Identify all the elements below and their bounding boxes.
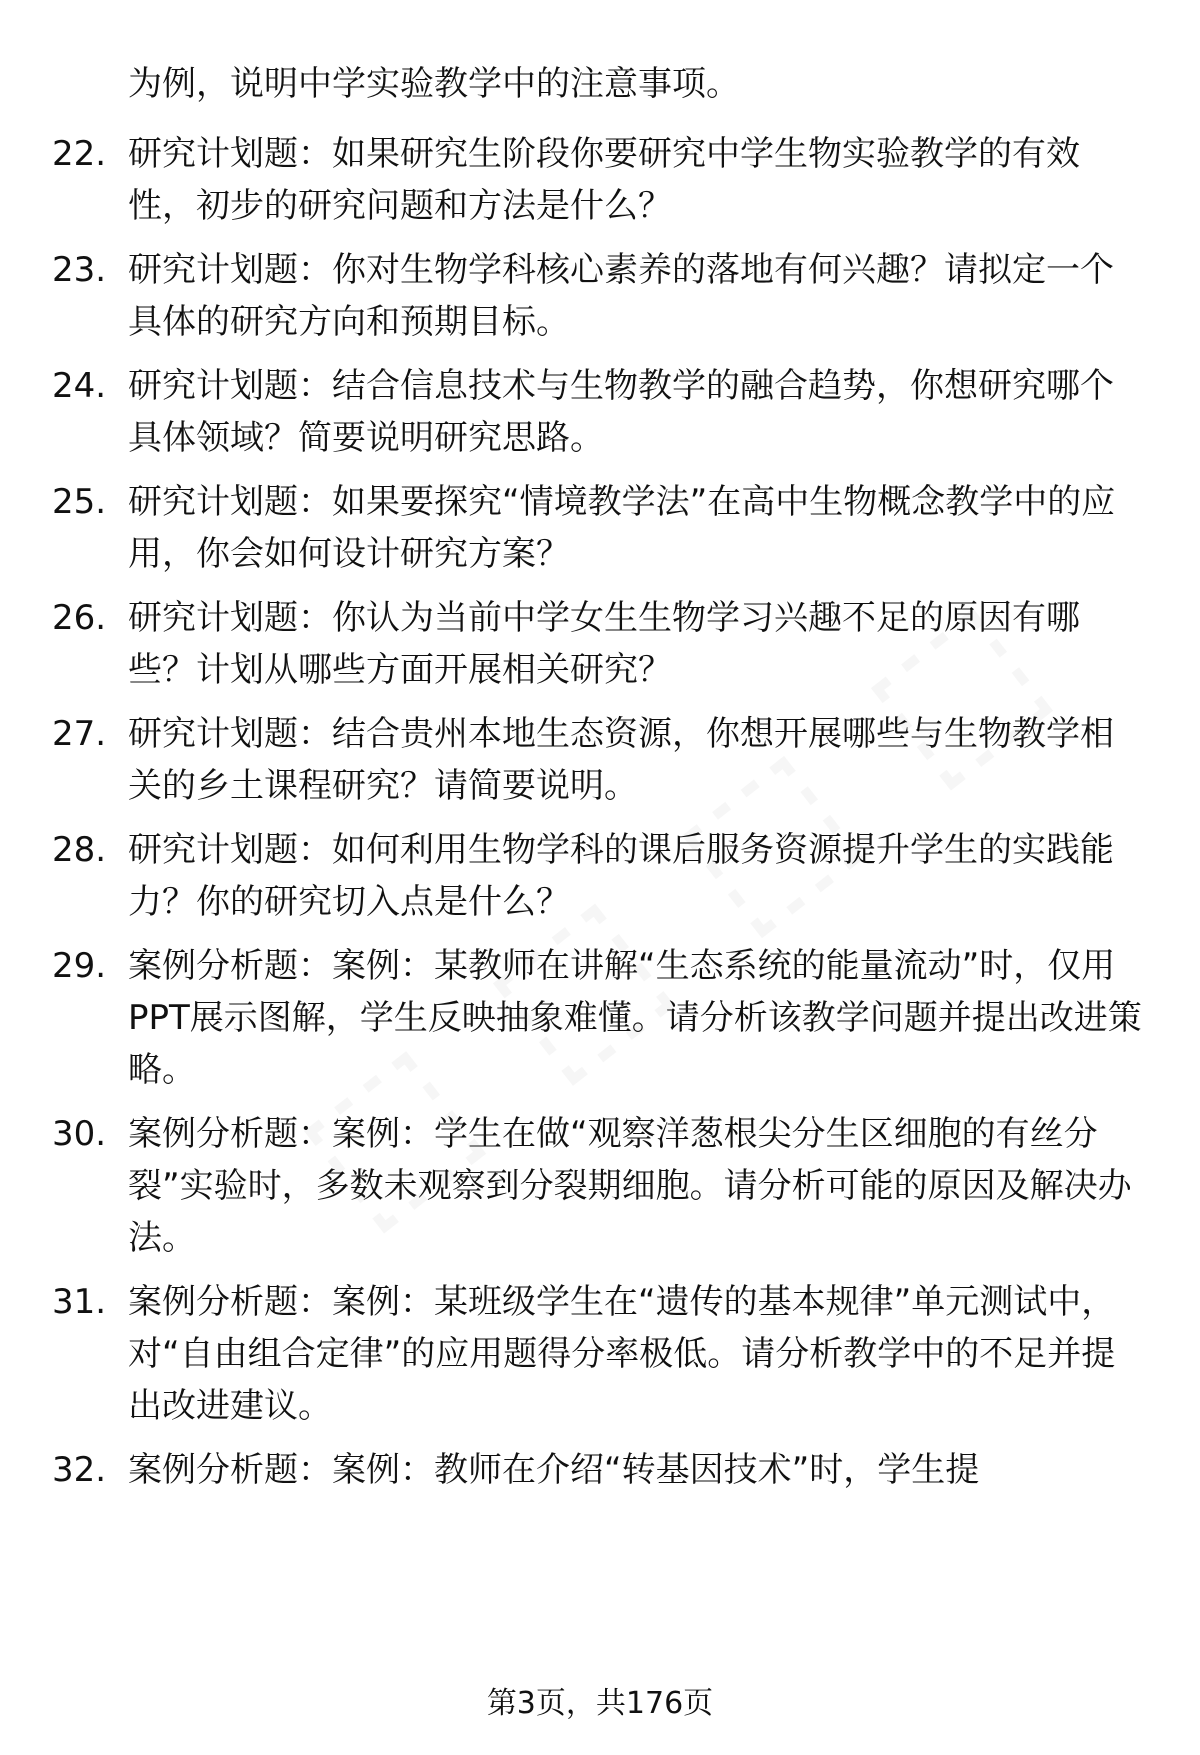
question-number: 30. xyxy=(52,1114,107,1154)
question-text: 研究计划题：如果要探究“情境教学法”在高中生物概念教学中的应用，你会如何设计研究方案？ xyxy=(128,482,1116,574)
question-text: 案例分析题：案例：教师在介绍“转基因技术”时，学生提 xyxy=(128,1450,980,1490)
question-text: 研究计划题：如果研究生阶段你要研究中学生物实验教学的有效性，初步的研究问题和方法是什么？ xyxy=(128,134,1080,226)
question-text: 研究计划题：你认为当前中学女生生物学习兴趣不足的原因有哪些？计划从哪些方面开展相关研究？ xyxy=(128,598,1080,690)
question-text: 研究计划题：如何利用生物学科的课后服务资源提升学生的实践能力？你的研究切入点是什么？ xyxy=(128,830,1114,922)
question-item-31 xyxy=(52,1276,1142,1432)
question-text: 案例分析题：案例：某教师在讲解“生态系统的能量流动”时，仅用PPT展示图解，学生反映抽象难懂。请分析该教学问题并提出改进策略。 xyxy=(128,946,1142,1090)
question-number: 22. xyxy=(52,134,107,174)
question-item-27 xyxy=(52,708,1142,812)
question-text: 案例分析题：案例：某班级学生在“遗传的基本规律”单元测试中，对“自由组合定律”的应用题得分率极低。请分析教学中的不足并提出改进建议。 xyxy=(128,1282,1116,1426)
continuation-text: 为例，说明中学实验教学中的注意事项。 xyxy=(128,64,740,104)
question-item-25 xyxy=(52,476,1142,580)
question-number: 26. xyxy=(52,598,107,638)
question-number: 31. xyxy=(52,1282,107,1322)
question-text: 研究计划题：结合贵州本地生态资源，你想开展哪些与生物教学相关的乡土课程研究？请简要说明。 xyxy=(128,714,1114,806)
question-item-29 xyxy=(52,940,1142,1096)
question-number: 29. xyxy=(52,946,107,986)
question-text: 研究计划题：结合信息技术与生物教学的融合趋势，你想研究哪个具体领域？简要说明研究思路。 xyxy=(128,366,1114,458)
question-text: 研究计划题：你对生物学科核心素养的落地有何兴趣？请拟定一个具体的研究方向和预期目标。 xyxy=(128,250,1114,342)
question-item-22 xyxy=(52,128,1142,232)
question-item-23 xyxy=(52,244,1142,348)
question-item-28 xyxy=(52,824,1142,928)
question-item-26 xyxy=(52,592,1142,696)
question-number: 27. xyxy=(52,714,107,754)
question-text: 案例分析题：案例：学生在做“观察洋葱根尖分生区细胞的有丝分裂”实验时，多数未观察到分裂期细胞。请分析可能的原因及解决办法。 xyxy=(128,1114,1132,1258)
question-number: 23. xyxy=(52,250,107,290)
question-number: 32. xyxy=(52,1450,107,1490)
question-item-32 xyxy=(52,1444,1142,1496)
question-number: 25. xyxy=(52,482,107,522)
question-number: 24. xyxy=(52,366,107,406)
question-item-30 xyxy=(52,1108,1142,1264)
question-number: 28. xyxy=(52,830,107,870)
page-footer: 第3页，共176页 xyxy=(486,1686,714,1721)
question-item-24 xyxy=(52,360,1142,464)
